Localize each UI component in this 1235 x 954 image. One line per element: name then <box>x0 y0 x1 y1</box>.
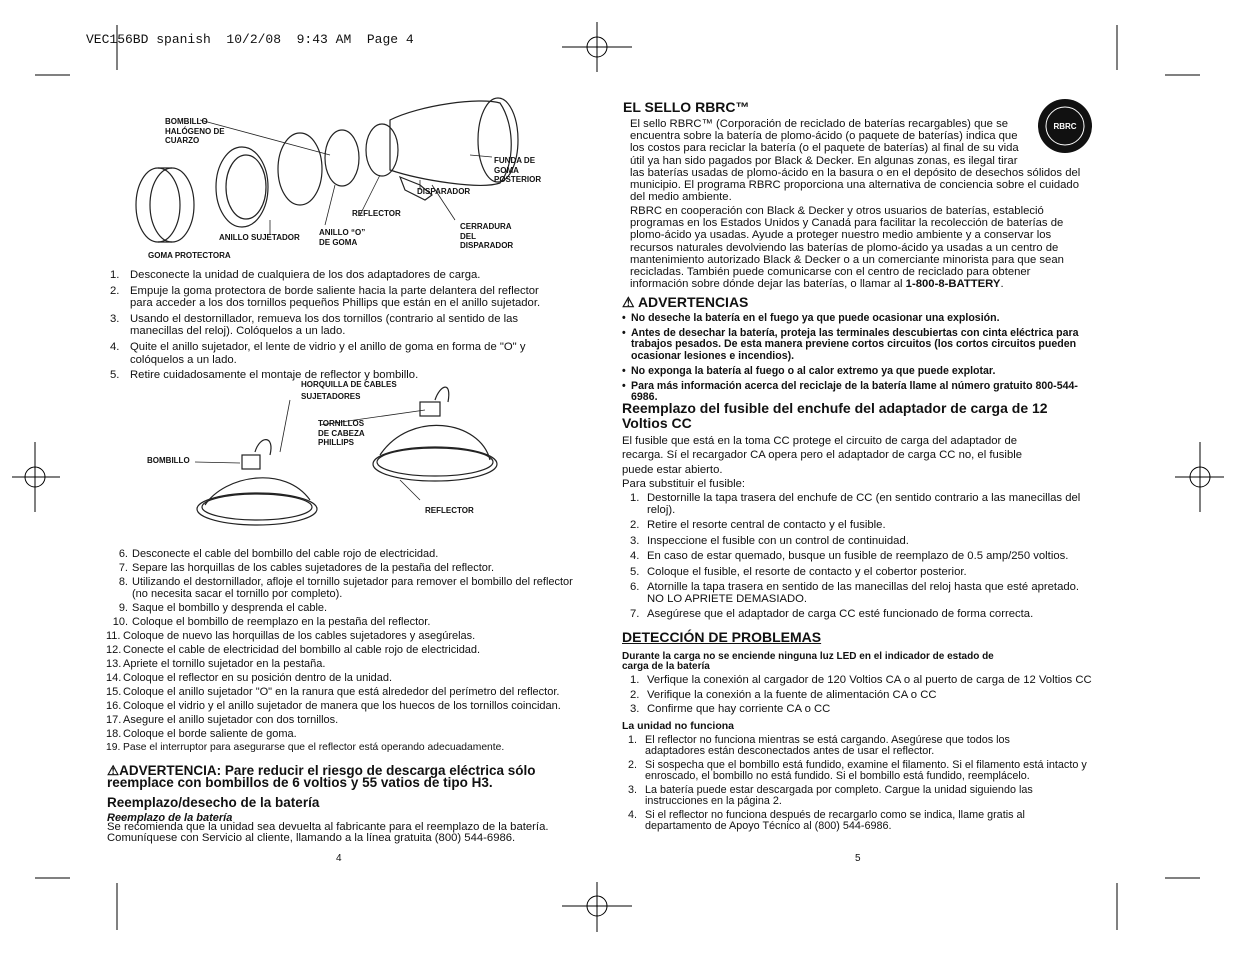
reflector-diagram <box>190 380 510 540</box>
fuse-intro: El fusible que está en la toma CC protege el circuito de carga del adaptador de recarga. Sí el recargador CA opera pero el adaptador de carga CC no, el fusible puede estar abierto. <box>622 435 1023 476</box>
list-item: 1. Desconecte la unidad de cualquiera de los dos adaptadores de carga. <box>110 269 481 281</box>
svg-text:RBRC: RBRC <box>1053 122 1077 131</box>
label-funda-goma: FUNDA DE GOMA POSTERIOR <box>494 156 542 184</box>
file-slug: VEC156BD spanish 10/2/08 9:43 AM Page 4 <box>86 32 414 47</box>
list-item: 10. Coloque el bombillo de reemplazo en la pestaña del reflector. <box>112 616 431 628</box>
list-item: 5. Coloque el fusible, el resorte de contacto y el cobertor posterior. <box>630 565 967 578</box>
trouble-subheading-1: Durante la carga no se enciende ninguna luz LED en el indicador de estado de carga de la batería <box>622 651 994 672</box>
list-item: • No exponga la batería al fuego o al calor extremo ya que puede explotar. <box>622 364 996 377</box>
trouble-subheading-2: La unidad no funciona <box>622 720 734 732</box>
list-item: 1. El reflector no funciona mientras se está cargando. Asegúrese que todos los adaptadores están desconectados antes de usar el reflector. <box>628 734 1010 757</box>
list-item: 6. Desconecte el cable del bombillo del cable rojo de electricidad. <box>118 548 439 560</box>
label-anillo-o: ANILLO “O” DE GOMA <box>319 228 366 247</box>
list-item: 6. Atornille la tapa trasera en sentido de las manecillas del reloj hasta que esté apretado. NO LO APRIETE DEMASIADO. <box>630 581 1080 605</box>
page-number-right: 5 <box>855 853 861 864</box>
label-disparador: DISPARADOR <box>417 187 471 196</box>
battery-subheading: Reemplazo de la batería <box>107 812 233 824</box>
troubleshooting-heading: DETECCIÓN DE PROBLEMAS <box>622 629 822 645</box>
battery-heading: Reemplazo/desecho de la batería <box>107 795 320 810</box>
list-item: 17. Asegure el anillo sujetador con dos tornillos. <box>106 714 339 726</box>
list-item: 13. Apriete el tornillo sujetador en la pestaña. <box>106 658 326 670</box>
rbrc-text-2: RBRC en cooperación con Black & Decker y otros usuarios de baterías, estableció programas en los Estados Unidos y Canadá para facilitar la recolección de baterías de plomo-ácido ya usadas. Ayude a proteger nuestro medio ambiente y a conservar los recursos naturales devolviendo las baterías de plomo-ácido ya usadas a un centro de mantenimiento autorizado Black & Decker o a un comerciante minorista para que sean recicladas. También puede comunicarse con el centro de reciclado para obtener información sobre dónde dejar las baterías, o llamar al 1-800-8-BATTERY. <box>630 205 1064 291</box>
list-item: 4. Quite el anillo sujetador, el lente de vidrio y el anillo de goma en forma de "O" y colóquelos a un lado. <box>110 340 526 366</box>
steps-disassembly <box>110 269 562 385</box>
list-item: 15. Coloque el anillo sujetador "O" en la ranura que está alrededor del perímetro del reflector. <box>106 686 560 698</box>
label-reflector-2: REFLECTOR <box>425 506 474 515</box>
trouble-steps-2 <box>628 735 1093 835</box>
list-item: 3. Inspeccione el fusible con un control de continuidad. <box>630 534 909 547</box>
list-item: 2. Empuje la goma protectora de borde saliente hacia la parte delantera del reflector para acceder a los dos tornillos pequeños Phillips que están en el anillo sujetador. <box>110 284 541 310</box>
list-item: • Antes de desechar la batería, proteja las terminales descubiertas con cinta eléctrica para trabajos pesados. De esta manera previene cortos circuitos (los cortos circuitos pueden ocasionar lesiones e incendios). <box>622 327 1079 362</box>
list-item: 11. Coloque de nuevo las horquillas de los cables sujetadores y asegúrelas. <box>106 630 476 642</box>
warning-icon: ⚠ <box>107 763 120 778</box>
list-item: 14. Coloque el reflector en su posición dentro de la unidad. <box>106 672 393 684</box>
list-item: 3. Confirme que hay corriente CA o CC <box>630 703 831 715</box>
bulb-warning: ⚠ADVERTENCIA: Pare reducir el riesgo de descarga eléctrica sólo reemplace con bombillos de 6 voltios y 55 vatios de tipo H3. <box>107 763 536 790</box>
list-item: 2. Si sospecha que el bombillo está fundido, examine el filamento. Si el filamento está intacto y enroscado, el bombillo no está fundido. Si el bombillo está fundido, reemplácelo. <box>628 759 1087 782</box>
label-bombillo-halogeno: BOMBILLO HALÓGENO DE CUARZO <box>165 117 225 145</box>
list-item: • Para más información acerca del reciclaje de la batería llame al número gratuito 800-544-6986. <box>622 380 1078 404</box>
warning-icon: ⚠ <box>622 294 635 310</box>
rbrc-text-1: El sello RBRC™ (Corporación de reciclado de baterías recargables) que se encuentra sobre la batería de plomo-ácido (o paquete de baterías) indica que los costos para reciclar la batería (o el paquete de baterías) al final de su vida útil ya han sido pagados por Black & Decker. En algunas zonas, es ilegal tirar las baterías usadas de plomo-ácido en la basura o en el depósito de desechos sólidos del municipio. El programa RBRC proporciona una alternativa de conciencia sobre el cuidado del medio ambiente. <box>630 118 1081 204</box>
warnings-heading: ⚠ ADVERTENCIAS <box>622 294 749 310</box>
rbrc-phone: 1-800-8-BATTERY <box>905 278 1001 291</box>
label-cerradura: CERRADURA DEL DISPARADOR <box>460 222 514 250</box>
list-item: 2. Retire el resorte central de contacto y el fusible. <box>630 519 886 531</box>
list-item: • No deseche la batería en el fuego ya que puede ocasionar una explosión. <box>622 312 1000 324</box>
label-anillo-sujetador: ANILLO SUJETADOR <box>219 233 300 242</box>
list-item: 3. Usando el destornillador, remueva los dos tornillos (contrario al sentido de las manecillas del reloj). Colóquelos a un lado. <box>110 312 519 338</box>
label-reflector: REFLECTOR <box>352 209 401 218</box>
list-item: 12. Conecte el cable de electricidad del bombillo al cable rojo de electricidad. <box>106 644 481 656</box>
list-item: 4. En caso de estar quemado, busque un fusible de reemplazo de 0.5 amp/250 voltios. <box>630 550 1069 562</box>
battery-text: Se recomienda que la unidad sea devuelta al fabricante para el reemplazo de la batería. Comuníquese con Servicio al cliente, llamando a la línea gratuita (800) 544-6986. <box>107 821 549 844</box>
list-item: 3. La batería puede estar descargada por completo. Cargue la unidad siguiendo las instrucciones en la página 2. <box>628 784 1033 807</box>
list-item: 9. Saque el bombillo y desprenda el cable. <box>118 602 328 614</box>
list-item: 7. Asegúrese que el adaptador de carga CC esté funcionado de forma correcta. <box>630 608 1034 620</box>
list-item: 4. Si el reflector no funciona después de recargarlo como se indica, llame gratis al departamento de Apoyo Técnico al (800) 544-6986. <box>628 809 1025 832</box>
list-item: 2. Verifique la conexión a la fuente de alimentación CA o CC <box>630 688 937 701</box>
fuse-heading: Reemplazo del fusible del enchufe del adaptador de carga de 12 Voltios CC <box>622 400 1048 431</box>
fuse-subheading: Para substituir el fusible: <box>622 478 746 490</box>
list-item: 1. Verfique la conexión al cargador de 120 Voltios CA o al puerto de carga de 12 Voltios CC <box>630 674 1092 686</box>
warnings-list <box>622 313 1087 407</box>
fuse-steps <box>630 493 1085 625</box>
label-goma-protectora: GOMA PROTECTORA <box>148 251 231 260</box>
list-item: 7. Separe las horquillas de los cables sujetadores de la pestaña del reflector. <box>118 562 495 574</box>
page-number-left: 4 <box>336 853 342 864</box>
label-bombillo: BOMBILLO <box>147 456 190 465</box>
list-item: 18. Coloque el borde saliente de goma. <box>106 728 297 740</box>
list-item: 16. Coloque el vidrio y el anillo sujetador de manera que los huecos de los tornillos coincidan. <box>106 700 561 712</box>
label-tornillos: TORNILLOS DE CABEZA PHILLIPS <box>318 419 365 447</box>
rbrc-heading: EL SELLO RBRC™ <box>623 99 750 115</box>
list-item: 8. Utilizando el destornillador, afloje el tornillo sujetador para remover el bombillo del reflector (no necesita sacar el tornillo por completo). <box>118 576 573 600</box>
list-item: 5. Retire cuidadosamente el montaje de reflector y bombillo. <box>110 369 419 382</box>
list-item: 19. Pase el interruptor para asegurarse que el reflector está operando adecuadamente. <box>106 742 505 753</box>
list-item: 1. Destornille la tapa trasera del enchufe de CC (en sentido contrario a las manecillas del reloj). <box>630 492 1081 516</box>
label-horquilla: HORQUILLA DE CABLES SUJETADORES <box>301 380 397 401</box>
steps-bulb-replacement <box>106 548 576 756</box>
trouble-steps-1 <box>630 675 1095 719</box>
